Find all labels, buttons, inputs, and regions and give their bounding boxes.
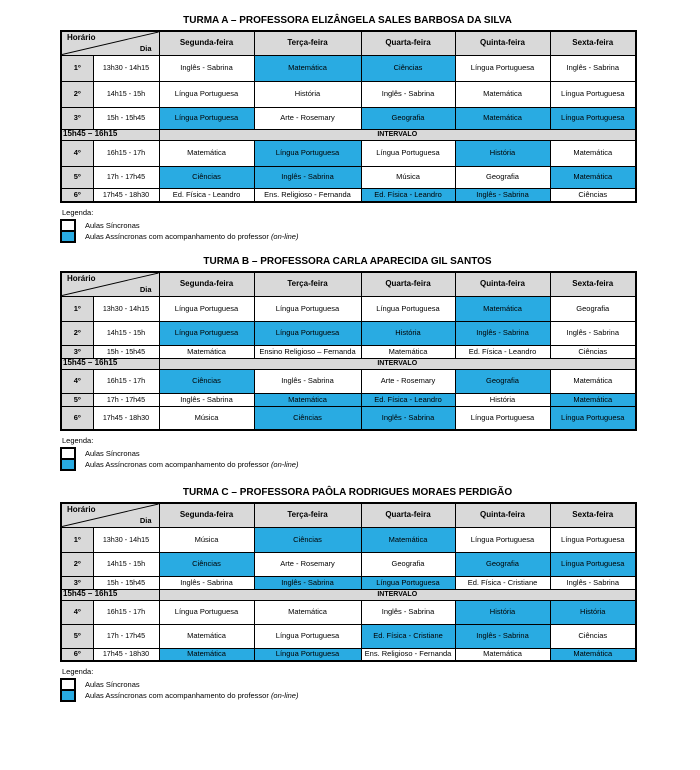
subject-cell: Geografia bbox=[455, 166, 550, 188]
subject-cell: Ens. Religioso - Fernanda bbox=[254, 188, 361, 202]
subject-cell: Arte - Rosemary bbox=[361, 369, 455, 393]
subject-cell: Língua Portuguesa bbox=[159, 81, 254, 107]
subject-cell: Matemática bbox=[550, 140, 636, 166]
subject-cell: História bbox=[455, 393, 550, 406]
subject-cell: Inglês - Sabrina bbox=[455, 321, 550, 345]
schedule-table-2 bbox=[60, 271, 637, 431]
period-number: 4º bbox=[61, 140, 93, 166]
day-header-5: Sexta-feira bbox=[550, 31, 636, 55]
legend-italic-text: (on-line) bbox=[270, 690, 299, 700]
subject-cell: História bbox=[361, 321, 455, 345]
intervalo-label: INTERVALO bbox=[159, 358, 636, 369]
subject-cell: Língua Portuguesa bbox=[159, 321, 254, 345]
intervalo-label: INTERVALO bbox=[159, 129, 636, 140]
header-row bbox=[61, 31, 636, 55]
subject-cell: Matemática bbox=[254, 600, 361, 624]
period-number: 5º bbox=[61, 393, 93, 406]
day-header-3: Quarta-feira bbox=[361, 272, 455, 296]
subject-cell: Matemática bbox=[550, 369, 636, 393]
horario-dia-header bbox=[61, 503, 159, 527]
legend-item bbox=[60, 689, 635, 702]
schedule-row bbox=[61, 107, 636, 129]
schedule-row bbox=[61, 393, 636, 406]
intervalo-row bbox=[61, 358, 636, 369]
subject-cell: Geografia bbox=[455, 552, 550, 576]
async-classes-swatch bbox=[60, 689, 76, 702]
day-header-4: Quinta-feira bbox=[455, 272, 550, 296]
subject-cell: Geografia bbox=[550, 296, 636, 321]
subject-cell: Ciências bbox=[159, 166, 254, 188]
legend-text: Aulas Assíncronas com acompanhamento do professor bbox=[85, 231, 271, 241]
legend-item bbox=[60, 458, 635, 471]
subject-cell: Língua Portuguesa bbox=[159, 107, 254, 129]
subject-cell: Matemática bbox=[159, 624, 254, 648]
table-title: TURMA A – PROFESSORA ELIZÂNGELA SALES BARBOSA DA SILVA bbox=[183, 15, 512, 26]
subject-cell: Língua Portuguesa bbox=[550, 81, 636, 107]
schedule-row bbox=[61, 648, 636, 661]
subject-cell: Inglês - Sabrina bbox=[254, 576, 361, 589]
intervalo-time: 15h45 – 16h15 bbox=[61, 358, 159, 369]
subject-cell: História bbox=[550, 600, 636, 624]
legend-item-text bbox=[85, 680, 140, 689]
subject-cell: Geografia bbox=[361, 552, 455, 576]
subject-cell: Ensino Religioso – Fernanda bbox=[254, 345, 361, 358]
period-time: 15h - 15h45 bbox=[93, 107, 159, 129]
subject-cell: Língua Portuguesa bbox=[159, 296, 254, 321]
day-header-1: Segunda-feira bbox=[159, 503, 254, 527]
subject-cell: Ciências bbox=[159, 552, 254, 576]
intervalo-label: INTERVALO bbox=[159, 589, 636, 600]
subject-cell: Geografia bbox=[455, 369, 550, 393]
subject-cell: Matemática bbox=[455, 81, 550, 107]
turma-section-2 bbox=[60, 256, 635, 471]
subject-cell: Língua Portuguesa bbox=[254, 648, 361, 661]
day-header-2: Terça-feira bbox=[254, 503, 361, 527]
subject-cell: Língua Portuguesa bbox=[550, 406, 636, 430]
subject-cell: Geografia bbox=[361, 107, 455, 129]
subject-cell: Inglês - Sabrina bbox=[361, 600, 455, 624]
day-header-2: Terça-feira bbox=[254, 31, 361, 55]
period-number: 4º bbox=[61, 369, 93, 393]
subject-cell: Língua Portuguesa bbox=[361, 576, 455, 589]
subject-cell: História bbox=[455, 600, 550, 624]
subject-cell: Arte - Rosemary bbox=[254, 107, 361, 129]
legend-item bbox=[60, 230, 635, 243]
subject-cell: Ciências bbox=[254, 406, 361, 430]
subject-cell: História bbox=[455, 140, 550, 166]
subject-cell: Matemática bbox=[550, 393, 636, 406]
intervalo-row bbox=[61, 589, 636, 600]
period-time: 13h30 - 14h15 bbox=[93, 296, 159, 321]
period-time: 16h15 - 17h bbox=[93, 140, 159, 166]
schedule-row bbox=[61, 166, 636, 188]
period-number: 1º bbox=[61, 296, 93, 321]
table-title: TURMA C – PROFESSORA PAÔLA RODRIGUES MORAES PERDIGÃO bbox=[182, 487, 513, 498]
day-header-1: Segunda-feira bbox=[159, 31, 254, 55]
period-time: 17h - 17h45 bbox=[93, 393, 159, 406]
subject-cell: Ed. Física - Cristiane bbox=[361, 624, 455, 648]
period-time: 13h30 - 14h15 bbox=[93, 527, 159, 552]
schedule-row bbox=[61, 576, 636, 589]
subject-cell: Língua Portuguesa bbox=[550, 552, 636, 576]
legend bbox=[60, 208, 635, 243]
subject-cell: Ed. Física - Leandro bbox=[361, 393, 455, 406]
subject-cell: Língua Portuguesa bbox=[159, 600, 254, 624]
async-classes-swatch bbox=[60, 230, 76, 243]
subject-cell: Ciências bbox=[550, 345, 636, 358]
period-number: 1º bbox=[61, 527, 93, 552]
subject-cell: Língua Portuguesa bbox=[254, 296, 361, 321]
intervalo-row bbox=[61, 129, 636, 140]
legend-text: Aulas Assíncronas com acompanhamento do professor bbox=[85, 459, 271, 469]
subject-cell: Língua Portuguesa bbox=[455, 527, 550, 552]
subject-cell: História bbox=[254, 81, 361, 107]
period-number: 2º bbox=[61, 321, 93, 345]
legend-item-text bbox=[85, 221, 140, 230]
schedule-table-3 bbox=[60, 502, 637, 662]
subject-cell: Matemática bbox=[455, 296, 550, 321]
period-time: 17h - 17h45 bbox=[93, 624, 159, 648]
subject-cell: Inglês - Sabrina bbox=[254, 369, 361, 393]
schedule-row bbox=[61, 296, 636, 321]
schedule-row bbox=[61, 321, 636, 345]
legend-item-text bbox=[85, 460, 298, 469]
legend-text: Aulas Assíncronas com acompanhamento do professor bbox=[85, 690, 271, 700]
legend-italic-text: (on-line) bbox=[270, 231, 299, 241]
subject-cell: Inglês - Sabrina bbox=[550, 55, 636, 81]
period-time: 17h45 - 18h30 bbox=[93, 188, 159, 202]
subject-cell: Ciências bbox=[361, 55, 455, 81]
day-header-3: Quarta-feira bbox=[361, 503, 455, 527]
subject-cell: Ed. Física - Leandro bbox=[159, 188, 254, 202]
subject-cell: Matemática bbox=[550, 648, 636, 661]
dia-label: Dia bbox=[139, 515, 152, 525]
subject-cell: Inglês - Sabrina bbox=[159, 393, 254, 406]
subject-cell: Matemática bbox=[361, 527, 455, 552]
period-number: 5º bbox=[61, 624, 93, 648]
period-number: 6º bbox=[61, 406, 93, 430]
subject-cell: Música bbox=[361, 166, 455, 188]
subject-cell: Língua Portuguesa bbox=[254, 140, 361, 166]
subject-cell: Inglês - Sabrina bbox=[550, 321, 636, 345]
horario-label: Horário bbox=[67, 505, 96, 514]
subject-cell: Inglês - Sabrina bbox=[455, 624, 550, 648]
period-time: 16h15 - 17h bbox=[93, 600, 159, 624]
legend-italic-text: (on-line) bbox=[270, 459, 299, 469]
subject-cell: Ed. Física - Cristiane bbox=[455, 576, 550, 589]
subject-cell: Inglês - Sabrina bbox=[159, 576, 254, 589]
subject-cell: Matemática bbox=[254, 55, 361, 81]
subject-cell: Inglês - Sabrina bbox=[159, 55, 254, 81]
subject-cell: Ciências bbox=[159, 369, 254, 393]
subject-cell: Ed. Física - Leandro bbox=[361, 188, 455, 202]
subject-cell: Inglês - Sabrina bbox=[361, 81, 455, 107]
day-header-2: Terça-feira bbox=[254, 272, 361, 296]
legend-text: Aulas Síncronas bbox=[85, 221, 140, 230]
horario-label: Horário bbox=[67, 274, 96, 283]
horario-dia-header bbox=[61, 272, 159, 296]
subject-cell: Língua Portuguesa bbox=[361, 296, 455, 321]
period-time: 13h30 - 14h15 bbox=[93, 55, 159, 81]
subject-cell: Matemática bbox=[159, 140, 254, 166]
schedule-row bbox=[61, 140, 636, 166]
turma-section-1 bbox=[60, 15, 635, 243]
legend bbox=[60, 436, 635, 471]
subject-cell: Língua Portuguesa bbox=[254, 321, 361, 345]
subject-cell: Língua Portuguesa bbox=[254, 624, 361, 648]
day-header-5: Sexta-feira bbox=[550, 503, 636, 527]
day-header-5: Sexta-feira bbox=[550, 272, 636, 296]
period-time: 14h15 - 15h bbox=[93, 81, 159, 107]
subject-cell: Língua Portuguesa bbox=[550, 527, 636, 552]
schedule-row bbox=[61, 345, 636, 358]
horario-label: Horário bbox=[67, 33, 96, 42]
subject-cell: Língua Portuguesa bbox=[455, 55, 550, 81]
period-number: 2º bbox=[61, 552, 93, 576]
subject-cell: Ciências bbox=[550, 188, 636, 202]
period-time: 14h15 - 15h bbox=[93, 321, 159, 345]
day-header-4: Quinta-feira bbox=[455, 31, 550, 55]
period-time: 15h - 15h45 bbox=[93, 576, 159, 589]
period-number: 3º bbox=[61, 107, 93, 129]
subject-cell: Inglês - Sabrina bbox=[455, 188, 550, 202]
legend bbox=[60, 667, 635, 702]
subject-cell: Matemática bbox=[455, 648, 550, 661]
header-row bbox=[61, 503, 636, 527]
intervalo-time: 15h45 – 16h15 bbox=[61, 589, 159, 600]
schedule-row bbox=[61, 188, 636, 202]
legend-title: Legenda: bbox=[62, 436, 94, 445]
subject-cell: Língua Portuguesa bbox=[361, 140, 455, 166]
table-title: TURMA B – PROFESSORA CARLA APARECIDA GIL SANTOS bbox=[203, 256, 492, 267]
legend-text: Aulas Síncronas bbox=[85, 449, 140, 458]
period-number: 3º bbox=[61, 345, 93, 358]
dia-label: Dia bbox=[139, 284, 152, 294]
schedule-table-1 bbox=[60, 30, 637, 203]
legend-item-text bbox=[85, 449, 140, 458]
period-time: 14h15 - 15h bbox=[93, 552, 159, 576]
subject-cell: Música bbox=[159, 406, 254, 430]
intervalo-time: 15h45 – 16h15 bbox=[61, 129, 159, 140]
schedule-row bbox=[61, 624, 636, 648]
period-number: 2º bbox=[61, 81, 93, 107]
dia-label: Dia bbox=[139, 43, 152, 53]
subject-cell: Matemática bbox=[361, 345, 455, 358]
subject-cell: Matemática bbox=[455, 107, 550, 129]
period-time: 17h - 17h45 bbox=[93, 166, 159, 188]
subject-cell: Matemática bbox=[159, 648, 254, 661]
day-header-4: Quinta-feira bbox=[455, 503, 550, 527]
async-classes-swatch bbox=[60, 458, 76, 471]
schedule-row bbox=[61, 81, 636, 107]
subject-cell: Inglês - Sabrina bbox=[550, 576, 636, 589]
header-row bbox=[61, 272, 636, 296]
period-number: 1º bbox=[61, 55, 93, 81]
turma-section-3 bbox=[60, 487, 635, 702]
period-time: 17h45 - 18h30 bbox=[93, 648, 159, 661]
period-number: 4º bbox=[61, 600, 93, 624]
horario-dia-header bbox=[61, 31, 159, 55]
legend-title: Legenda: bbox=[62, 208, 94, 217]
subject-cell: Língua Portuguesa bbox=[455, 406, 550, 430]
subject-cell: Ciências bbox=[254, 527, 361, 552]
schedule-row bbox=[61, 600, 636, 624]
period-number: 6º bbox=[61, 188, 93, 202]
period-time: 16h15 - 17h bbox=[93, 369, 159, 393]
legend-item-text bbox=[85, 691, 298, 700]
day-header-1: Segunda-feira bbox=[159, 272, 254, 296]
schedule-row bbox=[61, 369, 636, 393]
schedule-row bbox=[61, 527, 636, 552]
subject-cell: Matemática bbox=[550, 166, 636, 188]
subject-cell: Ciências bbox=[550, 624, 636, 648]
subject-cell: Língua Portuguesa bbox=[550, 107, 636, 129]
period-number: 6º bbox=[61, 648, 93, 661]
legend-title: Legenda: bbox=[62, 667, 94, 676]
subject-cell: Ens. Religioso - Fernanda bbox=[361, 648, 455, 661]
subject-cell: Arte - Rosemary bbox=[254, 552, 361, 576]
day-header-3: Quarta-feira bbox=[361, 31, 455, 55]
subject-cell: Música bbox=[159, 527, 254, 552]
subject-cell: Inglês - Sabrina bbox=[254, 166, 361, 188]
schedule-row bbox=[61, 552, 636, 576]
schedule-row bbox=[61, 55, 636, 81]
period-number: 5º bbox=[61, 166, 93, 188]
subject-cell: Ed. Física - Leandro bbox=[455, 345, 550, 358]
legend-text: Aulas Síncronas bbox=[85, 680, 140, 689]
subject-cell: Inglês - Sabrina bbox=[361, 406, 455, 430]
period-number: 3º bbox=[61, 576, 93, 589]
subject-cell: Matemática bbox=[159, 345, 254, 358]
period-time: 15h - 15h45 bbox=[93, 345, 159, 358]
period-time: 17h45 - 18h30 bbox=[93, 406, 159, 430]
subject-cell: Matemática bbox=[254, 393, 361, 406]
legend-item-text bbox=[85, 232, 298, 241]
schedule-row bbox=[61, 406, 636, 430]
